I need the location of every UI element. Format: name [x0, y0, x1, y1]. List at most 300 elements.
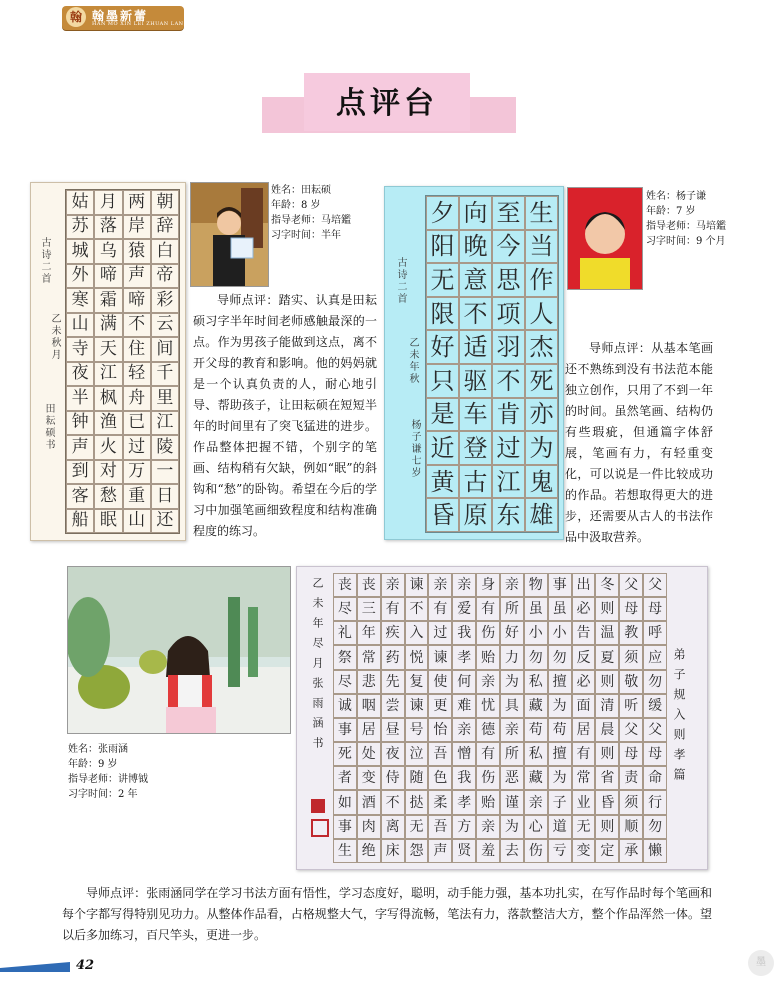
calligraphy-character: 只 [426, 364, 459, 398]
calligraphy-character: 对 [94, 460, 122, 485]
calligraphy-character: 父 [643, 718, 667, 742]
calligraphy-character: 憎 [452, 742, 476, 766]
calligraphy-character: 顺 [619, 815, 643, 839]
calligraphy-character: 乌 [94, 239, 122, 264]
calligraphy-character: 有 [476, 742, 500, 766]
calligraphy-character: 私 [524, 670, 548, 694]
calligraphy-character: 有 [381, 597, 405, 621]
calligraphy-character: 子 [548, 790, 572, 814]
work-1-signature-name: 田耘硕书 [43, 403, 54, 451]
calligraphy-character: 更 [428, 694, 452, 718]
calligraphy-character: 我 [452, 766, 476, 790]
calligraphy-character: 命 [643, 766, 667, 790]
calligraphy-character: 不 [405, 597, 429, 621]
brand-subtitle: HAN MO XIN LEI ZHUAN LAN [92, 21, 184, 27]
calligraphy-character: 车 [459, 398, 492, 432]
calligraphy-character: 是 [426, 398, 459, 432]
calligraphy-character: 江 [151, 411, 179, 436]
calligraphy-character: 泣 [405, 742, 429, 766]
calligraphy-character: 擅 [548, 742, 572, 766]
calligraphy-character: 伤 [476, 621, 500, 645]
calligraphy-character: 两 [123, 190, 151, 215]
calligraphy-character: 事 [333, 718, 357, 742]
calligraphy-character: 朝 [151, 190, 179, 215]
calligraphy-character: 为 [500, 670, 524, 694]
calligraphy-character: 去 [500, 839, 524, 863]
calligraphy-work-1 [30, 182, 186, 541]
calligraphy-character: 咽 [357, 694, 381, 718]
calligraphy-character: 母 [619, 597, 643, 621]
calligraphy-character: 入 [405, 621, 429, 645]
calligraphy-character: 限 [426, 297, 459, 331]
info-teacher: 指导老师：马培鑑 [646, 221, 726, 232]
calligraphy-character: 白 [151, 239, 179, 264]
calligraphy-character: 枫 [94, 386, 122, 411]
calligraphy-character: 雄 [525, 498, 558, 532]
calligraphy-character: 丧 [333, 573, 357, 597]
calligraphy-character: 丧 [357, 573, 381, 597]
calligraphy-character: 近 [426, 431, 459, 465]
calligraphy-character: 三 [357, 597, 381, 621]
calligraphy-character: 人 [525, 297, 558, 331]
brand-title: 翰墨新蕾 [92, 9, 149, 23]
calligraphy-character: 离 [381, 815, 405, 839]
calligraphy-character: 伤 [476, 766, 500, 790]
calligraphy-character: 呼 [643, 621, 667, 645]
calligraphy-character: 温 [595, 621, 619, 645]
calligraphy-character: 猿 [123, 239, 151, 264]
calligraphy-character: 敬 [619, 670, 643, 694]
calligraphy-character: 登 [459, 431, 492, 465]
calligraphy-character: 怡 [428, 718, 452, 742]
calligraphy-character: 勿 [643, 670, 667, 694]
calligraphy-character: 江 [94, 362, 122, 387]
calligraphy-character: 阳 [426, 230, 459, 264]
calligraphy-character: 半 [66, 386, 94, 411]
calligraphy-character: 勿 [548, 645, 572, 669]
calligraphy-character: 鬼 [525, 465, 558, 499]
calligraphy-character: 恶 [500, 766, 524, 790]
calligraphy-character: 虽 [548, 597, 572, 621]
calligraphy-character: 夕 [426, 196, 459, 230]
calligraphy-character: 听 [619, 694, 643, 718]
calligraphy-character: 肉 [357, 815, 381, 839]
calligraphy-character: 业 [572, 790, 596, 814]
calligraphy-character: 母 [619, 742, 643, 766]
calligraphy-character: 勿 [524, 645, 548, 669]
calligraphy-character: 身 [476, 573, 500, 597]
calligraphy-character: 城 [66, 239, 94, 264]
calligraphy-character: 还 [151, 509, 179, 534]
calligraphy-character: 不 [459, 297, 492, 331]
calligraphy-character: 方 [452, 815, 476, 839]
teacher-comment-2: 导师点评：从基本笔画还不熟练到没有书法范本能独立创作，只用了不到一年的时间。虽然笔画、结构仍有些瑕疵，但通篇字体舒展，笔画有力，有轻重变化，可以说是一件比较成功的作品。若想取得更大的进步，还需要从古人的书法作品中汲取营养。 [565, 341, 713, 544]
calligraphy-character: 则 [595, 597, 619, 621]
calligraphy-character: 一 [151, 460, 179, 485]
character-grid-2 [425, 195, 559, 533]
info-name: 姓名：田耘硕 [271, 185, 331, 196]
calligraphy-character: 缓 [643, 694, 667, 718]
info-name: 姓名：张雨涵 [68, 744, 128, 755]
calligraphy-character: 啼 [123, 288, 151, 313]
calligraphy-character: 云 [151, 313, 179, 338]
calligraphy-character: 承 [619, 839, 643, 863]
calligraphy-character: 肯 [492, 398, 525, 432]
calligraphy-character: 亲 [452, 573, 476, 597]
calligraphy-character: 无 [572, 815, 596, 839]
calligraphy-character: 爱 [452, 597, 476, 621]
calligraphy-character: 江 [492, 465, 525, 499]
calligraphy-character: 伤 [524, 839, 548, 863]
calligraphy-character: 难 [452, 694, 476, 718]
teacher-comment-1: 导师点评：踏实、认真是田耘硕习字半年时间老师感触最深的一点。作为男孩子能做到这点，离不开父母的教育和影响。他的妈妈就是一个认真负责的人，耐心地引导、帮助孩子，让田耘硕在短短半年的时间里有了突飞猛进的进步。作品整体把握不错，个别字的笔画、结构稍有欠缺，例如“眠”的斜钩和“愁”的卧钩。希望在今后的学习中加强笔画细致程度和结构准确程度的练习。 [193, 293, 377, 538]
calligraphy-character: 愁 [94, 484, 122, 509]
calligraphy-character: 面 [572, 694, 596, 718]
work-2-signature-name: 杨子谦七岁 [409, 419, 420, 479]
calligraphy-character: 间 [151, 337, 179, 362]
calligraphy-character: 如 [333, 790, 357, 814]
calligraphy-character: 亲 [452, 718, 476, 742]
calligraphy-character: 谏 [405, 573, 429, 597]
calligraphy-character: 先 [381, 670, 405, 694]
calligraphy-character: 为 [500, 815, 524, 839]
calligraphy-character: 作 [525, 263, 558, 297]
info-age: 年龄：8 岁 [271, 200, 321, 211]
calligraphy-character: 处 [357, 742, 381, 766]
calligraphy-character: 须 [619, 645, 643, 669]
calligraphy-character: 亲 [381, 573, 405, 597]
calligraphy-character: 诚 [333, 694, 357, 718]
calligraphy-character: 重 [123, 484, 151, 509]
calligraphy-character: 绝 [357, 839, 381, 863]
calligraphy-work-2 [384, 186, 564, 540]
calligraphy-character: 驱 [459, 364, 492, 398]
calligraphy-character: 床 [381, 839, 405, 863]
calligraphy-character: 亲 [476, 670, 500, 694]
calligraphy-character: 孝 [452, 645, 476, 669]
calligraphy-character: 藏 [524, 694, 548, 718]
calligraphy-character: 到 [66, 460, 94, 485]
calligraphy-character: 月 [94, 190, 122, 215]
calligraphy-character: 者 [333, 766, 357, 790]
calligraphy-character: 力 [500, 645, 524, 669]
calligraphy-character: 具 [500, 694, 524, 718]
calligraphy-character: 懒 [643, 839, 667, 863]
calligraphy-character: 反 [572, 645, 596, 669]
calligraphy-character: 已 [123, 411, 151, 436]
seal-stamp-icon [311, 819, 329, 837]
calligraphy-character: 昏 [595, 790, 619, 814]
calligraphy-character: 声 [123, 264, 151, 289]
calligraphy-character: 则 [595, 670, 619, 694]
calligraphy-character: 里 [151, 386, 179, 411]
calligraphy-character: 不 [123, 313, 151, 338]
calligraphy-character: 亲 [524, 790, 548, 814]
calligraphy-character: 适 [459, 330, 492, 364]
calligraphy-character: 亦 [525, 398, 558, 432]
calligraphy-character: 药 [381, 645, 405, 669]
calligraphy-character: 渔 [94, 411, 122, 436]
calligraphy-character: 夜 [381, 742, 405, 766]
calligraphy-character: 杰 [525, 330, 558, 364]
character-grid-1 [65, 189, 180, 534]
calligraphy-character: 母 [643, 742, 667, 766]
calligraphy-character: 羽 [492, 330, 525, 364]
calligraphy-character: 声 [66, 435, 94, 460]
calligraphy-character: 啼 [94, 264, 122, 289]
calligraphy-character: 生 [525, 196, 558, 230]
info-duration: 习字时间：9 个月 [646, 236, 726, 247]
calligraphy-character: 小 [548, 621, 572, 645]
calligraphy-character: 有 [428, 597, 452, 621]
calligraphy-character: 私 [524, 742, 548, 766]
calligraphy-character: 岸 [123, 215, 151, 240]
calligraphy-character: 尽 [333, 670, 357, 694]
calligraphy-character: 彩 [151, 288, 179, 313]
calligraphy-character: 告 [572, 621, 596, 645]
info-duration: 习字时间：半年 [271, 230, 341, 241]
calligraphy-character: 贻 [476, 645, 500, 669]
calligraphy-character: 当 [525, 230, 558, 264]
calligraphy-character: 不 [492, 364, 525, 398]
calligraphy-character: 为 [525, 431, 558, 465]
work-3-signature: 乙未年尽月张雨涵书 [311, 577, 324, 757]
calligraphy-character: 清 [595, 694, 619, 718]
calligraphy-character: 父 [619, 573, 643, 597]
calligraphy-character: 父 [643, 573, 667, 597]
calligraphy-character: 礼 [333, 621, 357, 645]
calligraphy-character: 亲 [500, 718, 524, 742]
calligraphy-character: 有 [476, 597, 500, 621]
calligraphy-character: 船 [66, 509, 94, 534]
calligraphy-character: 苏 [66, 215, 94, 240]
info-age: 年龄：9 岁 [68, 759, 118, 770]
calligraphy-character: 复 [405, 670, 429, 694]
calligraphy-character: 晚 [459, 230, 492, 264]
calligraphy-character: 虽 [524, 597, 548, 621]
calligraphy-work-3 [296, 566, 708, 870]
calligraphy-character: 应 [643, 645, 667, 669]
calligraphy-character: 亲 [500, 573, 524, 597]
calligraphy-character: 落 [94, 215, 122, 240]
student-info-2 [646, 189, 726, 249]
calligraphy-character: 酒 [357, 790, 381, 814]
calligraphy-character: 谨 [500, 790, 524, 814]
calligraphy-character: 轻 [123, 362, 151, 387]
calligraphy-character: 常 [357, 645, 381, 669]
calligraphy-character: 死 [525, 364, 558, 398]
calligraphy-character: 勿 [643, 815, 667, 839]
calligraphy-character: 霜 [94, 288, 122, 313]
calligraphy-character: 原 [459, 498, 492, 532]
calligraphy-character: 夏 [595, 645, 619, 669]
calligraphy-character: 事 [333, 815, 357, 839]
calligraphy-character: 祭 [333, 645, 357, 669]
calligraphy-character: 今 [492, 230, 525, 264]
info-teacher: 指导老师：讲博钺 [68, 774, 148, 785]
calligraphy-character: 物 [524, 573, 548, 597]
calligraphy-character: 古 [459, 465, 492, 499]
calligraphy-character: 定 [595, 839, 619, 863]
calligraphy-character: 使 [428, 670, 452, 694]
calligraphy-character: 尽 [333, 597, 357, 621]
info-teacher: 指导老师：马培鑑 [271, 215, 351, 226]
calligraphy-character: 常 [572, 766, 596, 790]
calligraphy-character: 好 [500, 621, 524, 645]
calligraphy-character: 夜 [66, 362, 94, 387]
calligraphy-character: 柔 [428, 790, 452, 814]
calligraphy-character: 苟 [548, 718, 572, 742]
calligraphy-character: 随 [405, 766, 429, 790]
student-photo-3 [67, 566, 291, 734]
info-name: 姓名：杨子谦 [646, 191, 706, 202]
calligraphy-character: 必 [572, 597, 596, 621]
calligraphy-character: 舟 [123, 386, 151, 411]
calligraphy-character: 须 [619, 790, 643, 814]
calligraphy-character: 挞 [405, 790, 429, 814]
calligraphy-character: 昏 [426, 498, 459, 532]
calligraphy-character: 亲 [476, 815, 500, 839]
calligraphy-character: 无 [426, 263, 459, 297]
calligraphy-character: 侍 [381, 766, 405, 790]
calligraphy-character: 好 [426, 330, 459, 364]
footer-accent-bar [0, 962, 70, 972]
calligraphy-character: 道 [548, 815, 572, 839]
calligraphy-character: 钟 [66, 411, 94, 436]
work-1-signature-title: 古诗二首 [39, 237, 50, 285]
calligraphy-character: 昼 [381, 718, 405, 742]
calligraphy-character: 东 [492, 498, 525, 532]
teacher-comment-3: 导师点评：张雨涵同学在学习书法方面有悟性，学习态度好，聪明，动手能力强，基本功扎实，在写作品时每个笔画和每个字都写得特别见功力。从整体作品看，占格规整大气，字写得流畅，笔法有力，落款整洁大方，整个作品浑然一体。望以后多加练习，百尺竿头，更进一步。 [62, 886, 712, 942]
calligraphy-character: 意 [459, 263, 492, 297]
calligraphy-character: 母 [643, 597, 667, 621]
calligraphy-character: 贻 [476, 790, 500, 814]
calligraphy-character: 不 [381, 790, 405, 814]
calligraphy-character: 山 [123, 509, 151, 534]
calligraphy-character: 冬 [595, 573, 619, 597]
calligraphy-character: 声 [428, 839, 452, 863]
calligraphy-character: 项 [492, 297, 525, 331]
calligraphy-character: 藏 [524, 766, 548, 790]
calligraphy-character: 省 [595, 766, 619, 790]
calligraphy-character: 万 [123, 460, 151, 485]
calligraphy-character: 出 [572, 573, 596, 597]
calligraphy-character: 日 [151, 484, 179, 509]
calligraphy-character: 悲 [357, 670, 381, 694]
calligraphy-character: 思 [492, 263, 525, 297]
calligraphy-character: 居 [357, 718, 381, 742]
calligraphy-character: 天 [94, 337, 122, 362]
calligraphy-character: 黄 [426, 465, 459, 499]
page-title: 点评台 [336, 86, 438, 121]
calligraphy-character: 忧 [476, 694, 500, 718]
calligraphy-character: 父 [619, 718, 643, 742]
student-info-1 [271, 183, 351, 243]
calligraphy-character: 尝 [381, 694, 405, 718]
calligraphy-character: 居 [572, 718, 596, 742]
calligraphy-character: 羞 [476, 839, 500, 863]
calligraphy-character: 无 [405, 815, 429, 839]
calligraphy-character: 我 [452, 621, 476, 645]
calligraphy-character: 德 [476, 718, 500, 742]
calligraphy-character: 擅 [548, 670, 572, 694]
page-number: 42 [76, 958, 95, 973]
calligraphy-character: 过 [123, 435, 151, 460]
calligraphy-character: 谏 [405, 694, 429, 718]
seal-stamp-icon [311, 799, 325, 813]
calligraphy-character: 责 [619, 766, 643, 790]
calligraphy-character: 山 [66, 313, 94, 338]
student-info-3 [68, 742, 148, 802]
calligraphy-character: 帝 [151, 264, 179, 289]
calligraphy-character: 谏 [428, 645, 452, 669]
calligraphy-character: 过 [428, 621, 452, 645]
calligraphy-character: 晨 [595, 718, 619, 742]
calligraphy-character: 陵 [151, 435, 179, 460]
calligraphy-character: 则 [595, 815, 619, 839]
calligraphy-character: 向 [459, 196, 492, 230]
student-photo-1 [190, 182, 269, 287]
calligraphy-character: 变 [572, 839, 596, 863]
calligraphy-character: 所 [500, 597, 524, 621]
calligraphy-character: 客 [66, 484, 94, 509]
calligraphy-character: 吾 [428, 815, 452, 839]
calligraphy-character: 辞 [151, 215, 179, 240]
calligraphy-character: 吾 [428, 742, 452, 766]
info-age: 年龄：7 岁 [646, 206, 696, 217]
calligraphy-character: 寒 [66, 288, 94, 313]
calligraphy-character: 则 [595, 742, 619, 766]
calligraphy-character: 色 [428, 766, 452, 790]
calligraphy-character: 生 [333, 839, 357, 863]
calligraphy-character: 寺 [66, 337, 94, 362]
calligraphy-character: 小 [524, 621, 548, 645]
calligraphy-character: 心 [524, 815, 548, 839]
calligraphy-character: 疾 [381, 621, 405, 645]
student-photo-2 [567, 187, 643, 290]
calligraphy-character: 住 [123, 337, 151, 362]
calligraphy-character: 号 [405, 718, 429, 742]
corner-watermark-icon: 墨 [748, 950, 774, 976]
calligraphy-character: 教 [619, 621, 643, 645]
calligraphy-character: 姑 [66, 190, 94, 215]
info-duration: 习字时间：2 年 [68, 789, 138, 800]
work-1-signature-date: 乙未秋月 [49, 313, 60, 361]
magazine-brand-badge [62, 6, 184, 30]
calligraphy-character: 亏 [548, 839, 572, 863]
calligraphy-character: 眠 [94, 509, 122, 534]
calligraphy-character: 有 [572, 742, 596, 766]
calligraphy-character: 怨 [405, 839, 429, 863]
calligraphy-character: 年 [357, 621, 381, 645]
calligraphy-character: 苟 [524, 718, 548, 742]
calligraphy-character: 外 [66, 264, 94, 289]
brand-seal-icon: 翰 [66, 7, 86, 27]
calligraphy-character: 至 [492, 196, 525, 230]
calligraphy-character: 为 [548, 766, 572, 790]
calligraphy-character: 过 [492, 431, 525, 465]
calligraphy-character: 行 [643, 790, 667, 814]
work-2-signature-title: 古诗二首 [395, 257, 406, 305]
calligraphy-character: 必 [572, 670, 596, 694]
calligraphy-character: 事 [548, 573, 572, 597]
calligraphy-character: 死 [333, 742, 357, 766]
calligraphy-character: 变 [357, 766, 381, 790]
calligraphy-character: 满 [94, 313, 122, 338]
calligraphy-character: 悦 [405, 645, 429, 669]
calligraphy-character: 火 [94, 435, 122, 460]
calligraphy-character: 贤 [452, 839, 476, 863]
